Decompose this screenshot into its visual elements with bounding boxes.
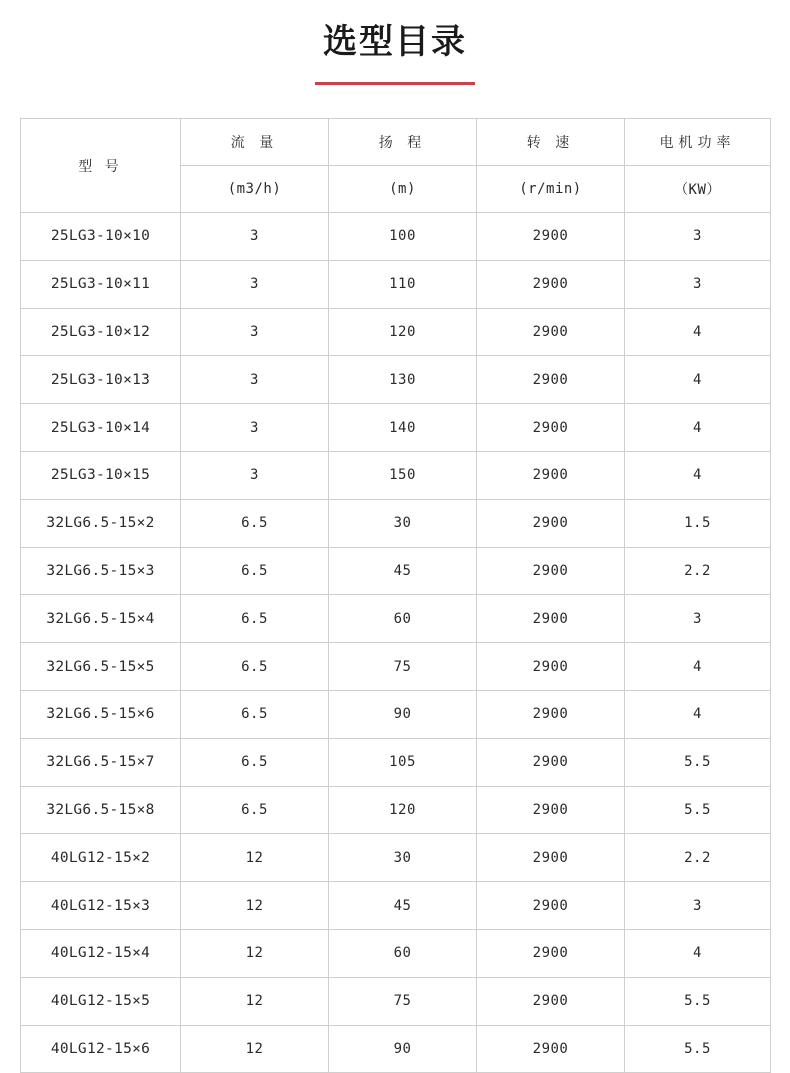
table-row [21,260,771,308]
cell-value: 120 [329,308,477,356]
cell-value: 2900 [477,929,625,977]
table-row [21,213,771,261]
spec-table [20,118,771,1073]
cell-value: 90 [329,690,477,738]
cell-value: 6.5 [181,595,329,643]
cell-value: 6.5 [181,547,329,595]
cell-model: 40LG12-15×5 [21,977,181,1025]
cell-model: 25LG3-10×12 [21,308,181,356]
cell-value: 4 [625,308,771,356]
cell-value: 12 [181,834,329,882]
cell-model: 25LG3-10×10 [21,213,181,261]
cell-value: 2900 [477,356,625,404]
cell-model: 25LG3-10×15 [21,451,181,499]
cell-value: 2900 [477,547,625,595]
cell-value: 12 [181,1025,329,1073]
cell-value: 60 [329,595,477,643]
cell-value: 4 [625,929,771,977]
table-row [21,1025,771,1073]
header-row-names [21,119,771,166]
column-header-speed: 转 速 [477,119,625,166]
cell-model: 32LG6.5-15×8 [21,786,181,834]
cell-value: 12 [181,882,329,930]
cell-value: 4 [625,356,771,404]
cell-value: 3 [181,356,329,404]
cell-value: 2900 [477,834,625,882]
cell-value: 45 [329,547,477,595]
table-row [21,499,771,547]
cell-value: 2.2 [625,834,771,882]
column-header-power: 电机功率 [625,119,771,166]
cell-value: 4 [625,690,771,738]
cell-value: 6.5 [181,786,329,834]
cell-value: 1.5 [625,499,771,547]
cell-value: 120 [329,786,477,834]
cell-value: 75 [329,977,477,1025]
table-row [21,882,771,930]
cell-value: 6.5 [181,643,329,691]
cell-value: 3 [625,260,771,308]
table-row [21,786,771,834]
table-row [21,977,771,1025]
table-row [21,834,771,882]
table-row [21,643,771,691]
cell-value: 5.5 [625,977,771,1025]
cell-value: 2.2 [625,547,771,595]
cell-model: 40LG12-15×6 [21,1025,181,1073]
cell-value: 12 [181,929,329,977]
column-header-flow: 流 量 [181,119,329,166]
cell-model: 25LG3-10×14 [21,404,181,452]
cell-value: 12 [181,977,329,1025]
cell-value: 2900 [477,738,625,786]
cell-value: 3 [625,213,771,261]
column-unit-speed: (r/min) [477,166,625,213]
cell-value: 2900 [477,404,625,452]
cell-model: 25LG3-10×11 [21,260,181,308]
cell-model: 25LG3-10×13 [21,356,181,404]
cell-model: 32LG6.5-15×2 [21,499,181,547]
cell-value: 2900 [477,451,625,499]
title-underline [315,82,475,85]
table-row [21,547,771,595]
cell-value: 30 [329,834,477,882]
table-row [21,451,771,499]
cell-value: 2900 [477,499,625,547]
cell-value: 2900 [477,690,625,738]
cell-value: 30 [329,499,477,547]
cell-value: 3 [181,308,329,356]
table-head [21,119,771,213]
table-row [21,929,771,977]
table-row [21,308,771,356]
page-title: 选型目录 [323,22,467,62]
cell-value: 2900 [477,882,625,930]
cell-model: 32LG6.5-15×3 [21,547,181,595]
cell-model: 32LG6.5-15×4 [21,595,181,643]
cell-value: 5.5 [625,786,771,834]
cell-value: 6.5 [181,499,329,547]
cell-model: 40LG12-15×3 [21,882,181,930]
cell-value: 5.5 [625,1025,771,1073]
cell-value: 2900 [477,595,625,643]
cell-value: 130 [329,356,477,404]
cell-value: 2900 [477,977,625,1025]
cell-value: 4 [625,643,771,691]
table-row [21,595,771,643]
cell-value: 75 [329,643,477,691]
table-row [21,690,771,738]
column-unit-flow: (m3/h) [181,166,329,213]
cell-value: 100 [329,213,477,261]
cell-value: 105 [329,738,477,786]
column-unit-power: （KW） [625,166,771,213]
table-body [21,213,771,1073]
cell-value: 3 [625,595,771,643]
table-row [21,356,771,404]
cell-value: 6.5 [181,690,329,738]
cell-value: 5.5 [625,738,771,786]
cell-value: 3 [181,404,329,452]
column-header-model: 型 号 [21,119,181,213]
title-block [0,0,790,85]
column-unit-head: (m) [329,166,477,213]
cell-model: 32LG6.5-15×6 [21,690,181,738]
cell-value: 110 [329,260,477,308]
cell-value: 140 [329,404,477,452]
cell-value: 2900 [477,308,625,356]
cell-value: 90 [329,1025,477,1073]
cell-model: 40LG12-15×4 [21,929,181,977]
cell-value: 3 [625,882,771,930]
cell-model: 32LG6.5-15×7 [21,738,181,786]
cell-value: 2900 [477,1025,625,1073]
cell-value: 2900 [477,786,625,834]
cell-value: 2900 [477,643,625,691]
cell-value: 2900 [477,260,625,308]
column-header-head: 扬 程 [329,119,477,166]
table-row [21,404,771,452]
cell-value: 150 [329,451,477,499]
cell-model: 40LG12-15×2 [21,834,181,882]
cell-value: 45 [329,882,477,930]
cell-value: 3 [181,260,329,308]
cell-value: 3 [181,451,329,499]
cell-model: 32LG6.5-15×5 [21,643,181,691]
cell-value: 2900 [477,213,625,261]
cell-value: 4 [625,451,771,499]
cell-value: 60 [329,929,477,977]
table-row [21,738,771,786]
cell-value: 3 [181,213,329,261]
spec-table-container [20,118,770,1073]
cell-value: 6.5 [181,738,329,786]
cell-value: 4 [625,404,771,452]
